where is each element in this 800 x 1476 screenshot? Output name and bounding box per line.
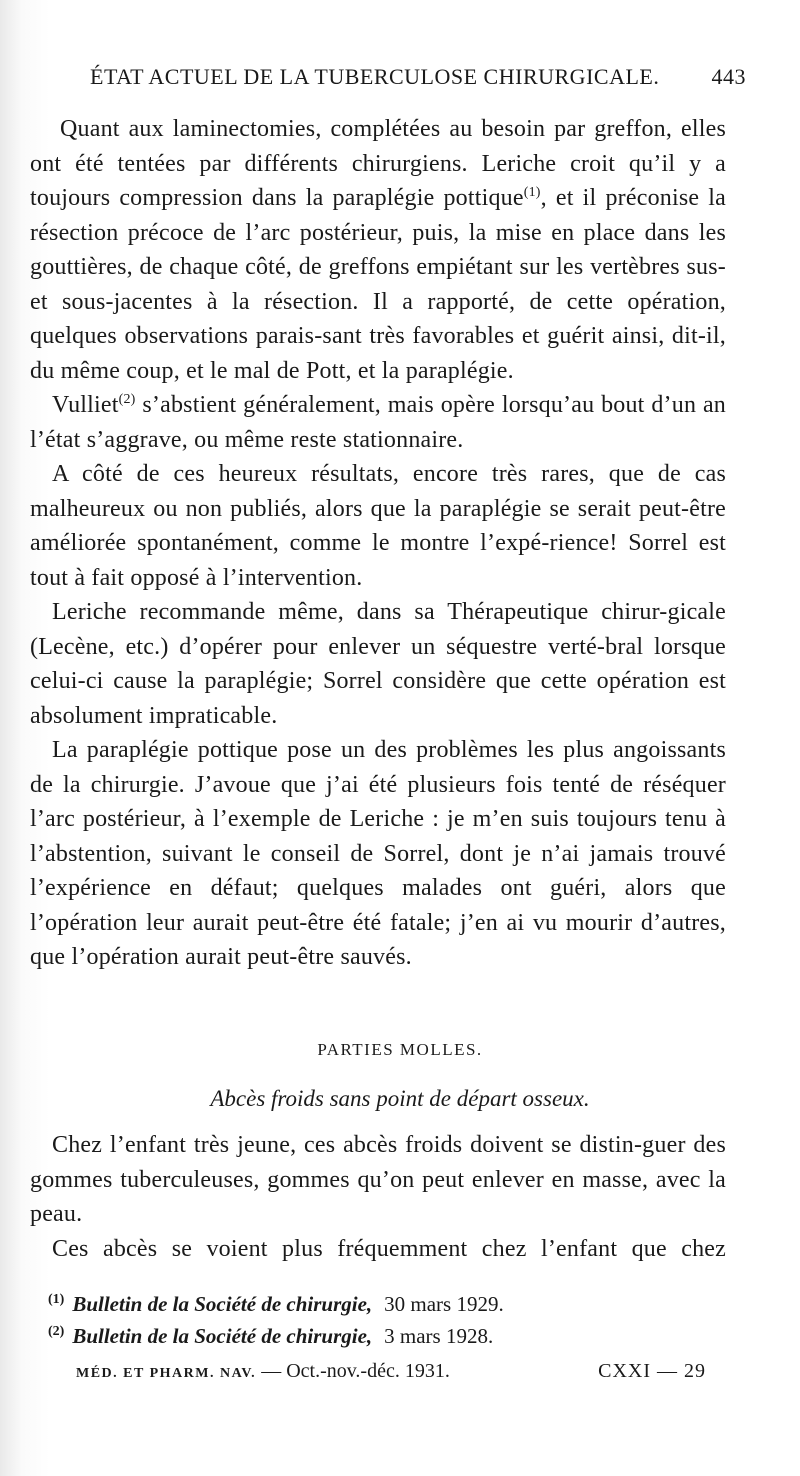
- running-title: ÉTAT ACTUEL DE LA TUBERCULOSE CHIRURGICALE.: [90, 64, 660, 89]
- paragraph-paraplegie: La paraplégie pottique pose un des problèmes les plus angoissants de la chirurgie. J’avoue que j’ai été plusieurs fois tenté de réséquer l’arc postérieur, à l’exemple de Leriche : je m’en suis toujours tenu à l’abstention, suivant le conseil de Sorrel, dont je n’ai jamais trouvé l’expérience en défaut; quelques malades ont guéri, alors que l’opération leur aurait peut-être été fatale; j’en ai vu mourir d’autres, que l’opération aurait peut-être sauvés.: [30, 737, 726, 970]
- signature-mark: CXXI — 29: [598, 1360, 706, 1382]
- paragraph-vulliet: [30, 388, 726, 457]
- page-number: 443: [711, 64, 746, 89]
- footnote-number: (2): [48, 1324, 65, 1339]
- footnote-title: Bulletin de la Société de chirurgie,: [72, 1324, 373, 1348]
- footnote-number: (1): [48, 1292, 65, 1307]
- paragraph-text: , et il préconise la résection précoce de l’arc postérieur, puis, la mise en place dans les gouttières, de chaque côté, de greffons empiétant sur les vertèbres sus- et sous-jacentes à la résection. Il a rapporté, de cette opération, quelques observations parais-sant très favorables et guérit ainsi, dit-il, du même coup, et le mal de Pott, et la paraplégie.: [30, 185, 726, 384]
- footnote-ref-1: (1): [523, 185, 541, 200]
- footnote-title: Bulletin de la Société de chirurgie,: [72, 1292, 373, 1316]
- paragraph-text: Vulliet: [52, 392, 119, 418]
- paragraph-leriche-recommends: Leriche recommande même, dans sa Thérapeutique chirur-gicale (Lecène, etc.) d’opérer pour enlever un séquestre verté-bral lorsque celui-ci cause la paraplégie; Sorrel considère que cette opération est absolument impraticable.: [30, 599, 726, 729]
- paragraph-abces: Ces abcès se voient plus fréquemment chez l’enfant que chez: [52, 1235, 726, 1262]
- footnote-date: 3 mars 1928.: [384, 1324, 494, 1348]
- main-text: [30, 112, 726, 975]
- paragraph-laminectomies: [30, 112, 726, 388]
- section-heading: PARTIES MOLLES.: [317, 1040, 483, 1059]
- section-text: [30, 1128, 726, 1266]
- footnote-date: 30 mars 1929.: [384, 1292, 504, 1316]
- journal-name: MÉD. ET PHARM. NAV.: [76, 1366, 257, 1381]
- paragraph-text: Quant aux laminectomies, complétées au besoin par greffon, elles ont été tentées par différents chirurgiens. Leriche croit qu’il y a toujours compression dans la paraplégie pottique: [30, 116, 726, 211]
- footnote-1: [48, 1286, 728, 1318]
- footnotes: [48, 1286, 728, 1350]
- footnote-ref-2: (2): [118, 392, 136, 407]
- running-header: [70, 64, 760, 100]
- paragraph-enfant: Chez l’enfant très jeune, ces abcès froids doivent se distin-guer des gommes tuberculeuses, gommes qu’on peut enlever en masse, avec la peau.: [30, 1132, 726, 1227]
- paragraph-text: s’abstient généralement, mais opère lorsqu’au bout d’un an l’état s’aggrave, ou même reste stationnaire.: [30, 392, 726, 453]
- page-footer: [76, 1360, 706, 1390]
- section-subheading: Abcès froids sans point de départ osseux.: [210, 1086, 590, 1111]
- footnote-2: [48, 1318, 728, 1350]
- paragraph-sorrel-opposed: A côté de ces heureux résultats, encore très rares, que de cas malheureux ou non publiés, alors que la paraplégie se serait peut-être améliorée spontanément, comme le montre l’expé-rience! Sorrel est tout à fait opposé à l’intervention.: [30, 461, 726, 591]
- journal-reference: [76, 1360, 450, 1383]
- journal-issue: — Oct.-nov.-déc. 1931.: [261, 1360, 450, 1382]
